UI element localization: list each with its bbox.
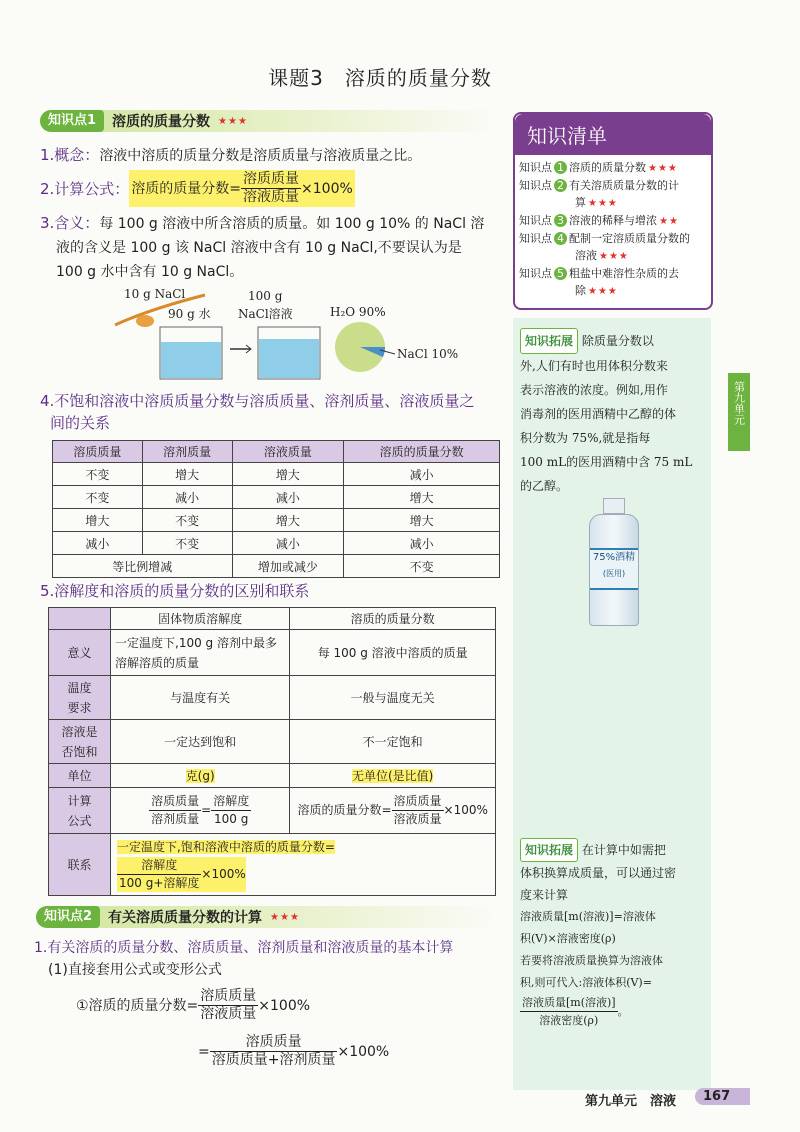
cell: 增大 (142, 463, 232, 486)
table-row (53, 463, 500, 486)
cell: 不变 (53, 486, 143, 509)
t5-key: 溶液是 (61, 724, 98, 739)
kp1-banner (40, 110, 500, 132)
s2-tail: ×100% (301, 180, 353, 197)
fig-h2o: H₂O 90% (330, 305, 386, 319)
t5-frac: 溶解度 (211, 793, 251, 811)
cell: 减小 (232, 532, 344, 555)
cell: 不变 (344, 555, 500, 578)
fig-salt: 10 g NaCl (124, 287, 186, 301)
ext2-line: 体积换算成质量，可以通过密 (520, 866, 677, 880)
cell: 增大 (232, 509, 344, 532)
t5-cell: 克(g) (185, 769, 215, 783)
s2-num: 溶质质量 (243, 171, 300, 187)
ext1-line: 外,人们有时也用体积分数来 (520, 359, 668, 373)
t5-key: 联系 (49, 834, 111, 896)
ext2-line: 溶液质量[m(溶液)]=溶液体 (520, 910, 656, 923)
f2-den: 溶质质量+溶剂质量 (211, 1052, 336, 1068)
ext1-line: 表示溶液的浓度。例如,用作 (520, 383, 668, 397)
s2 (40, 170, 355, 207)
t5-cell: ×100% (201, 867, 246, 881)
cell: 增加或减少 (232, 555, 344, 578)
cell: 增大 (53, 509, 143, 532)
bottle-sub: (医用) (602, 569, 626, 578)
s3 (40, 211, 510, 284)
t5-link-text: 一定温度下,饱和溶液中溶质的质量分数= (117, 839, 335, 854)
f1-num: 溶质质量 (200, 988, 257, 1004)
kp1-label: 溶质的质量分数 (112, 114, 211, 130)
ext2-line: 在计算中如需把 (581, 843, 666, 857)
t5-frac: 溶质质量 (392, 793, 444, 811)
kp2-label: 有关溶质质量分数的计算 (108, 910, 263, 926)
s1-text: 溶液中溶质的质量分数是溶质质量与溶液质量之比。 (99, 148, 422, 164)
t5-header: 溶质的质量分数 (290, 608, 496, 630)
bottle-label: 75%酒精 (592, 552, 636, 563)
s1 (40, 143, 421, 168)
cell: 等比例增减 (53, 555, 233, 578)
t5-header: 固体物质溶解度 (111, 608, 290, 630)
panel-head: 知识清单 (515, 114, 711, 155)
f1-lhs: ①溶质的质量分数= (76, 997, 199, 1014)
t4-header: 溶液质量 (232, 441, 344, 463)
t5-frac: 溶液质量 (393, 812, 442, 826)
t5-cell: 一定达到饱和 (111, 720, 290, 764)
s6-sub: (1)直接套用公式或变形公式 (48, 962, 222, 978)
cell: 增大 (344, 509, 500, 532)
kp1-stars: ★★★ (218, 115, 248, 127)
t5-cell: 不一定饱和 (290, 720, 496, 764)
cell: 不变 (53, 463, 143, 486)
f2-num: 溶质质量 (210, 1034, 338, 1052)
s2-lhs: 溶质的质量分数= (131, 180, 242, 197)
s4-head-line2: 间的关系 (50, 414, 111, 432)
table-row (53, 486, 500, 509)
table-row (53, 555, 500, 578)
ext1-line: 的乙醇。 (520, 479, 569, 493)
cell: 减小 (344, 463, 500, 486)
t5-key: 计算 (67, 793, 92, 808)
ext2-tail: 。 (617, 1004, 629, 1018)
list-item[interactable]: 知识点 1 溶质的质量分数 ★★★ (519, 161, 678, 174)
compare-table (48, 607, 496, 896)
s6-head: 1.有关溶质的质量分数、溶质质量、溶剂质量和溶液质量的基本计算 (34, 940, 454, 956)
t4-header: 溶质的质量分数 (344, 441, 500, 463)
s2-formula (129, 170, 355, 207)
ext2-line: 若要将溶液质量换算为溶液体 (520, 954, 663, 967)
list-item[interactable]: 知识点 3 溶液的稀释与增浓 ★★ (519, 214, 679, 227)
figure-graphics (110, 287, 470, 382)
t4-header: 溶质质量 (53, 441, 143, 463)
kp2-banner (36, 906, 496, 928)
t5-cell: 无单位(是比值) (351, 769, 434, 783)
dissolving-figure (110, 287, 470, 382)
ext1-line: 100 mL的医用酒精中含 75 mL (520, 455, 693, 469)
alcohol-bottle (585, 498, 643, 628)
ext2-frac: 溶液密度(ρ) (539, 1014, 599, 1027)
ext1-box (520, 328, 706, 498)
unit-side-tab-label: 第九单元 (732, 381, 746, 425)
cell: 减小 (232, 486, 344, 509)
t5-frac: 100 g+溶解度 (119, 875, 200, 890)
f2-tail: ×100% (337, 1043, 390, 1060)
list-item[interactable]: 知识点 5 粗盐中难溶性杂质的去 除 ★★★ (519, 267, 679, 297)
footer-unit: 第九单元 溶液 (585, 1094, 677, 1109)
table-row (53, 532, 500, 555)
formula-1 (76, 988, 310, 1023)
s3-line3: 100 g 水中含有 10 g NaCl。 (56, 264, 244, 280)
fig-nacl: NaCl 10% (397, 347, 459, 361)
t5-cell: ×100% (443, 803, 488, 817)
t5-cell: 与温度有关 (111, 676, 290, 720)
ext2-line: 积,则可代入:溶液体积(V)= (520, 976, 652, 989)
t5-key: 意义 (49, 630, 111, 676)
t5-key: 温度 (67, 680, 92, 695)
list-item[interactable]: 知识点 4 配制一定溶质质量分数的 溶液 ★★★ (519, 232, 690, 262)
ext2-frac: 溶液质量[m(溶液)] (520, 994, 618, 1012)
t5-frac: 溶质质量 (149, 793, 201, 811)
s1-head: 1.概念： (40, 146, 100, 164)
kp1-tag: 知识点1 (40, 110, 104, 132)
fig-water: 90 g 水 (168, 307, 211, 321)
page-number: 167 (695, 1088, 750, 1105)
t5-cell: 一定温度下,100 g 溶剂中最多 (115, 635, 277, 650)
f1-den: 溶液质量 (200, 1006, 257, 1022)
s4-head-line1: 4.不饱和溶液中溶质质量分数与溶质质量、溶剂质量、溶液质量之 (40, 392, 475, 410)
kp2-tag: 知识点2 (36, 906, 100, 928)
t5-cell: 溶质的质量分数= (297, 803, 392, 817)
formula-2 (198, 1034, 389, 1069)
s2-head: 2.计算公式： (40, 179, 130, 198)
f1-tail: ×100% (258, 997, 311, 1014)
s5-head: 5.溶解度和溶质的质量分数的区别和联系 (40, 582, 310, 600)
relation-table (52, 440, 500, 578)
ext2-tag: 知识拓展 (520, 838, 578, 862)
cell: 不变 (142, 509, 232, 532)
t5-key: 公式 (67, 813, 92, 828)
cell: 增大 (344, 486, 500, 509)
cell: 不变 (142, 532, 232, 555)
t5-cell: 每 100 g 溶液中溶质的质量 (290, 630, 496, 676)
t5-key: 否饱和 (61, 744, 98, 759)
kp2-stars: ★★★ (270, 911, 300, 923)
panel-list (515, 155, 711, 300)
fig-sol2: NaCl溶液 (238, 307, 293, 321)
s2-den: 溶液质量 (243, 189, 300, 205)
f2-lhs: = (198, 1043, 210, 1060)
s3-line2: 液的含义是 100 g 该 NaCl 溶液中含有 10 g NaCl,不要误认为是 (56, 240, 462, 256)
s3-line1: 每 100 g 溶液中所含溶质的质量。如 100 g 10% 的 NaCl 溶 (99, 216, 485, 232)
t5-cell: 一般与温度无关 (290, 676, 496, 720)
ext1-line: 积分数为 75%,就是指每 (520, 431, 651, 445)
table-row (53, 509, 500, 532)
t5-key: 单位 (49, 764, 111, 788)
s4-head (40, 390, 510, 434)
cell: 减小 (344, 532, 500, 555)
cell: 增大 (232, 463, 344, 486)
s3-head: 3.含义： (40, 214, 100, 232)
t4-header: 溶剂质量 (142, 441, 232, 463)
fig-sol1: 100 g (248, 289, 283, 303)
ext2-line: 积(V)×溶液密度(ρ) (520, 932, 616, 945)
t5-cell: 溶解溶质的质量 (115, 655, 200, 670)
knowledge-list-panel (513, 112, 713, 310)
cell: 减小 (53, 532, 143, 555)
ext1-line: 消毒剂的医用酒精中乙醇的体 (520, 407, 677, 421)
t5-frac: 溶剂质量 (151, 812, 200, 826)
t5-key: 要求 (67, 700, 92, 715)
t5-frac: 溶解度 (117, 857, 201, 875)
t5-frac: 100 g (214, 812, 249, 826)
list-item[interactable]: 知识点 2 有关溶质质量分数的计 算 ★★★ (519, 179, 679, 209)
ext1-tag: 知识拓展 (520, 328, 578, 354)
t5-eq: = (201, 803, 212, 817)
unit-side-tab[interactable] (728, 373, 750, 451)
page-title: 课题3 溶质的质量分数 (268, 66, 492, 90)
ext1-line: 除质量分数以 (581, 334, 654, 348)
cell: 减小 (142, 486, 232, 509)
ext2-box (520, 838, 706, 1029)
ext2-line: 度来计算 (520, 888, 569, 902)
